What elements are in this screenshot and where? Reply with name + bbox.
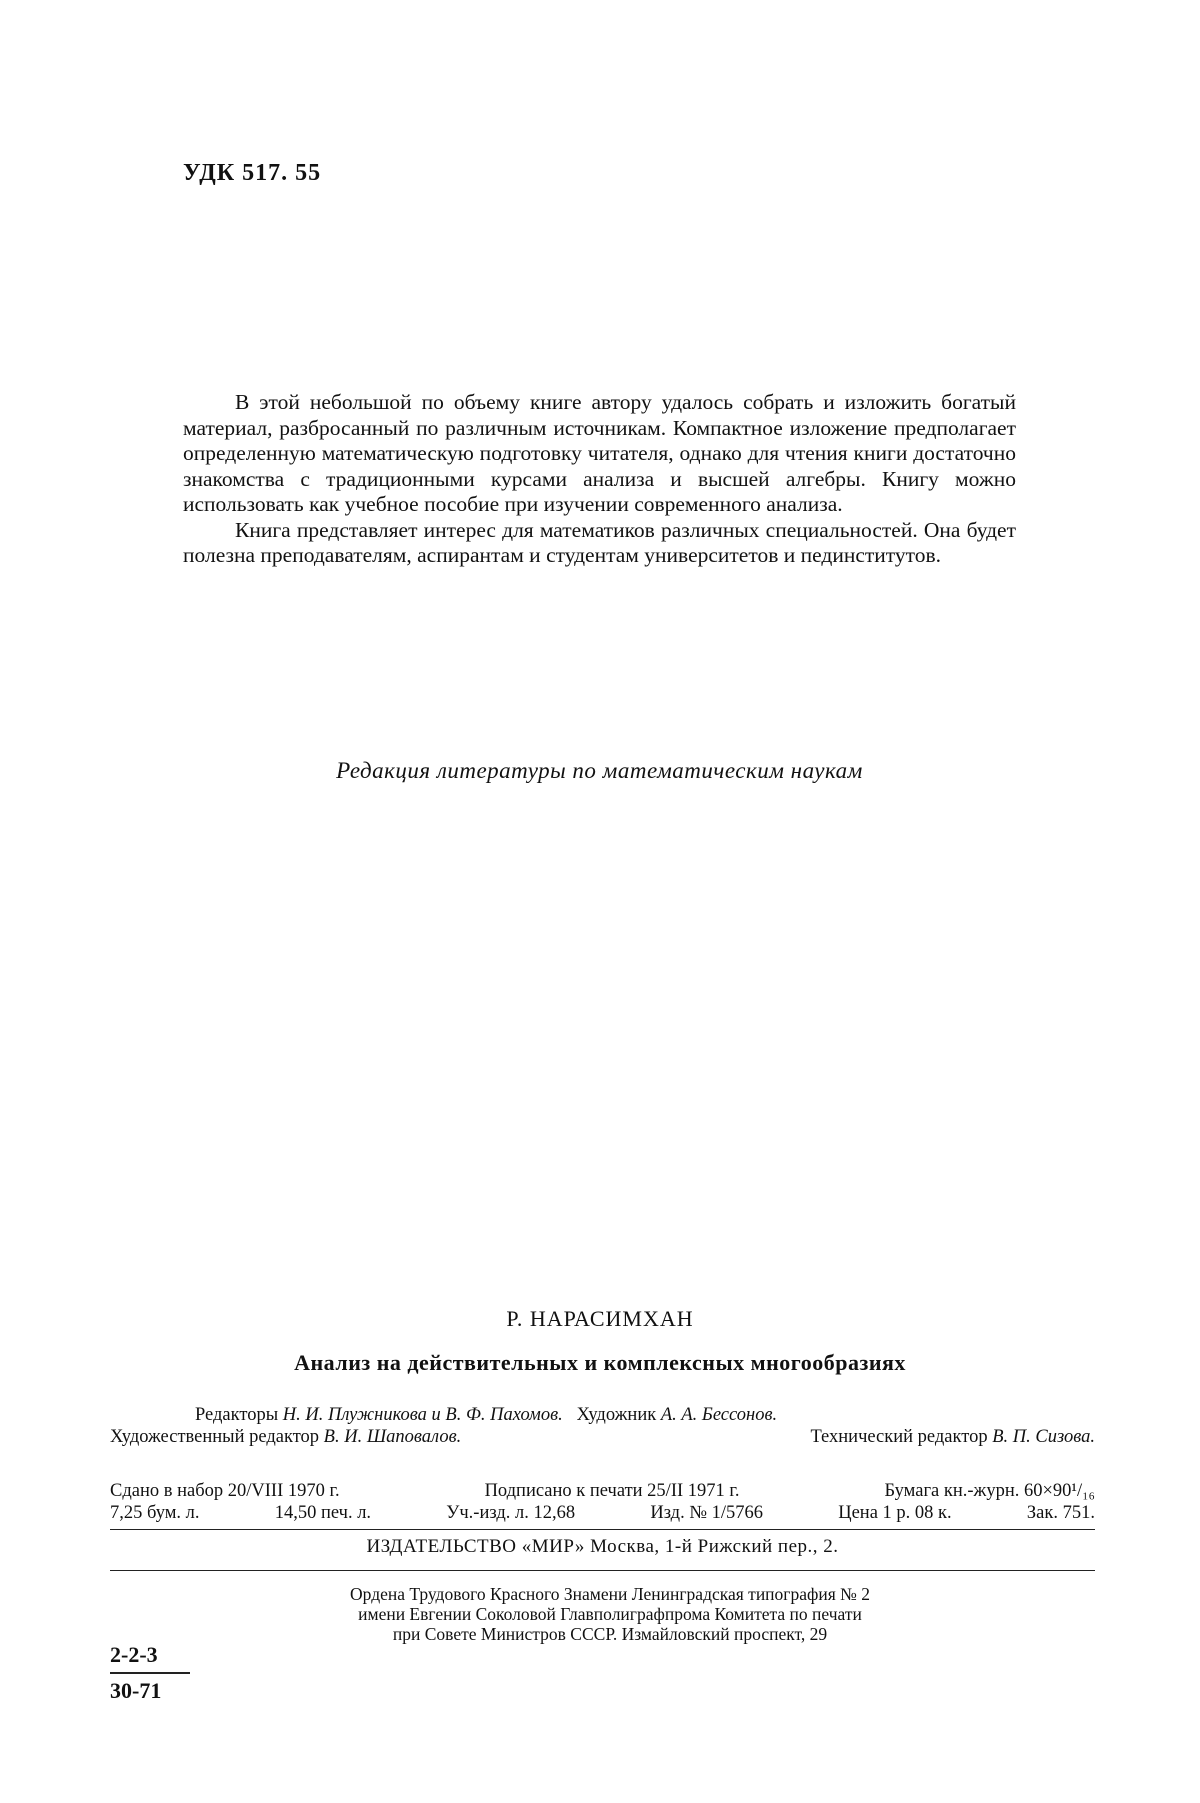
signed-to-print: Подписано к печати 25/II 1971 г. bbox=[484, 1481, 740, 1501]
credits-row-editors bbox=[110, 1404, 1095, 1426]
art-editor-name: В. И. Шаповалов. bbox=[323, 1427, 462, 1447]
tech-editor-label: Технический редактор bbox=[810, 1427, 988, 1447]
credits bbox=[110, 1404, 1095, 1448]
sent-to-typeset: Сдано в набор 20/VIII 1970 г. bbox=[110, 1481, 340, 1501]
price: Цена 1 р. 08 к. bbox=[838, 1503, 952, 1523]
catalog-index bbox=[110, 1640, 190, 1706]
pubdata-row-1 bbox=[110, 1480, 1095, 1502]
artist-name: А. А. Бессонов. bbox=[660, 1405, 778, 1425]
pubdata-row-2 bbox=[110, 1502, 1095, 1524]
paper-sheets: 7,25 бум. л. bbox=[110, 1503, 200, 1523]
abstract-paragraph-1: В этой небольшой по объему книге автору удалось собрать и изложить богатый материал, разбросанный по различным источникам. Компактное изложение предполагает определенную математическую подготовку читателя, однако для чтения книги достаточно знакомства с традиционными курсами анализа и высшей алгебры. Книгу можно использовать как учебное пособие при изучении современного анализа. bbox=[183, 390, 1016, 516]
divider-top bbox=[110, 1529, 1095, 1530]
author-name: Р. НАРАСИМХАН bbox=[506, 1306, 694, 1331]
book-title: Анализ на действительных и комплексных многообразиях bbox=[294, 1350, 906, 1375]
divider-bottom bbox=[110, 1570, 1095, 1571]
printer-line-1: Ордена Трудового Красного Знамени Ленинградская типография № 2 bbox=[350, 1584, 870, 1604]
edition-note: Редакция литературы по математическим наукам bbox=[336, 758, 863, 783]
print-sheets: 14,50 печ. л. bbox=[274, 1503, 372, 1523]
index-top: 2-2-3 bbox=[110, 1642, 158, 1667]
credits-row-art bbox=[110, 1426, 1095, 1448]
edition-number: Изд. № 1/5766 bbox=[650, 1503, 764, 1523]
publisher-line: ИЗДАТЕЛЬСТВО «МИР» Москва, 1-й Рижский пер., 2. bbox=[366, 1536, 839, 1557]
publication-data bbox=[110, 1480, 1095, 1524]
udk-code: УДК 517. 55 bbox=[183, 160, 322, 186]
artist-label: Художник bbox=[576, 1405, 657, 1425]
abstract-paragraph-2: Книга представляет интерес для математиков различных специальностей. Она будет полезна преподавателям, аспирантам и студентам университетов и пединститутов. bbox=[183, 517, 1016, 567]
printer-line-3: при Совете Министров СССР. Измайловский проспект, 29 bbox=[392, 1624, 828, 1644]
art-editor-label: Художественный редактор bbox=[110, 1427, 320, 1447]
index-bottom: 30-71 bbox=[110, 1678, 162, 1703]
abstract bbox=[183, 390, 1016, 569]
accounting-sheets: Уч.-изд. л. 12,68 bbox=[446, 1503, 576, 1523]
printer-line-2: имени Евгении Соколовой Главполиграфпрома Комитета по печати bbox=[358, 1604, 862, 1624]
editors-label: Редакторы bbox=[195, 1405, 279, 1425]
tech-editor-name: В. П. Сизова. bbox=[992, 1427, 1095, 1447]
printer-info bbox=[200, 1584, 1020, 1644]
order-number: Зак. 751. bbox=[1026, 1503, 1095, 1523]
index-fraction-bar bbox=[110, 1672, 190, 1674]
editors-names: Н. И. Плужникова и В. Ф. Пахомов. bbox=[282, 1405, 563, 1425]
paper-format: Бумага кн.-журн. 60×90¹/₁₆ bbox=[884, 1481, 1095, 1501]
